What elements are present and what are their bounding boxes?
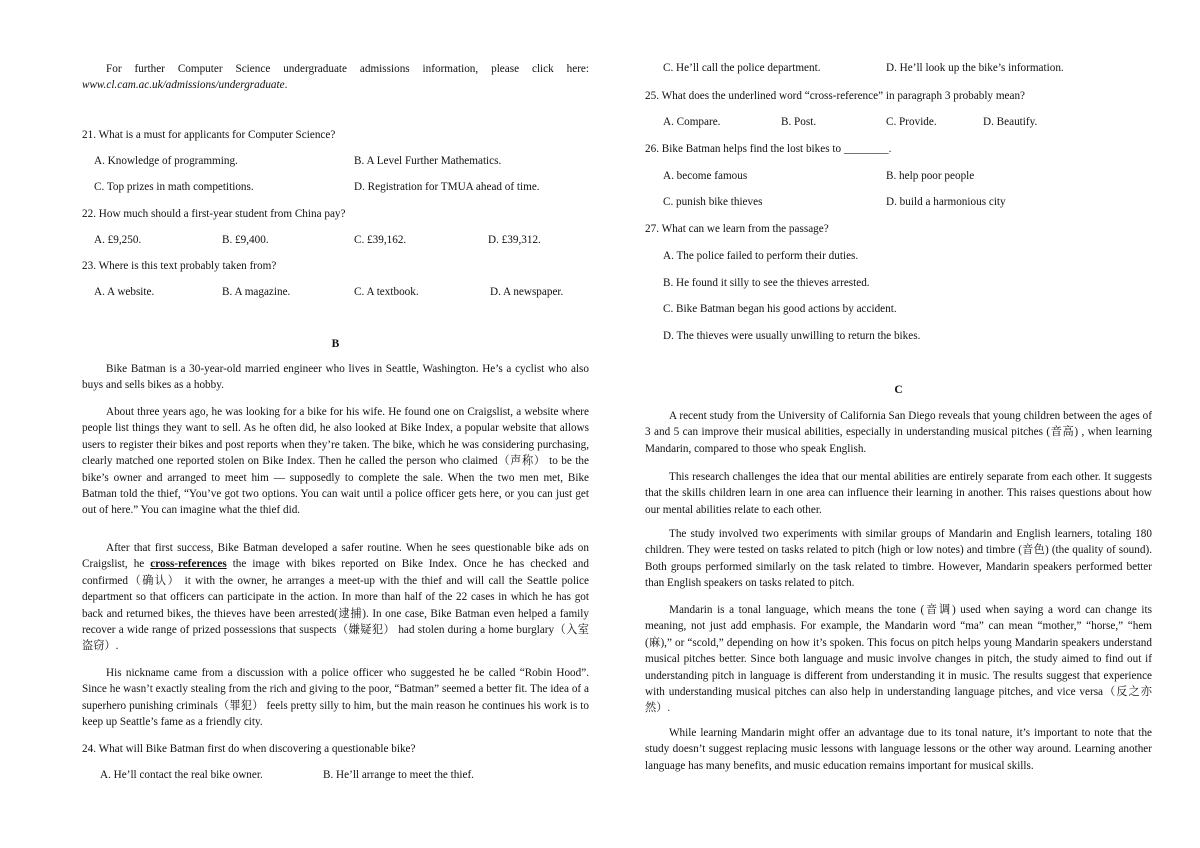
q21-option-d: D. Registration for TMUA ahead of time. — [354, 181, 540, 193]
q24-option-d: D. He’ll look up the bike’s information. — [886, 62, 1064, 74]
passage-b-paragraph-2: About three years ago, he was looking for a bike for his wife. He found one on Craigslist, a website where people list things they want to sell. As he often did, he also looked at Bike Index, a popular website that allows users to register their bikes and post reports when they’re taken. The bike, which he was considering purchasing, clearly matched one reported stolen on Bike Index. Then he called the person who claimed（声称） to be the bike’s owner and arranged to meet him — supposedly to complete the sale. When the two men met, Bike Batman told the thief, “You’ve got two options. You can wait until a police officer gets here, or you can just get out of here.” You can imagine what the thief did. — [82, 406, 589, 517]
intro-text: For further Computer Science undergraduate admissions information, please click here: — [106, 63, 589, 75]
passage-b-paragraph-4: His nickname came from a discussion with a police officer who suggested he be called “Robin Hood”. Since he wasn’t exactly stealing from the rich and giving to the poor, “Batman” seemed a better fit. The idea of a superhero punishing criminals（罪犯） feels pretty silly to him, but the main reason he continues his work is to keep up Seattle’s fame as a friendly city. — [82, 667, 589, 729]
q26-option-c: C. punish bike thieves — [663, 196, 763, 208]
q23-option-b: B. A magazine. — [222, 286, 291, 298]
q21-option-c: C. Top prizes in math competitions. — [94, 181, 254, 193]
passage-c-paragraph-5: While learning Mandarin might offer an advantage due to its tonal nature, it’s important to note that the study doesn’t suggest replacing music lessons with language lessons or the other way around. Learning another language has many benefits, and music education remains important for musical skills. — [645, 727, 1152, 772]
question-26: 26. Bike Batman helps find the lost bikes to ________. — [645, 143, 892, 155]
q27-option-c: C. Bike Batman began his good actions by accident. — [663, 303, 897, 315]
paragraph-3-rest: the image with bikes reported on Bike Index. Once he has checked and confirmed（确认） it with the owner, he arranges a meet-up with the thief and will call the Seattle police department so that officers can participate in the action. In more than half of the 22 cases in which he has got back and returned bikes, the thieves have been arrested(逮捕). In one case, Bike Batman even helped a family recover a wide range of prized possessions that suspects（嫌疑犯） had stolen during a home burglary（入室盗窃）. — [82, 558, 589, 653]
passage-c-paragraph-1: A recent study from the University of California San Diego reveals that young children between the ages of 3 and 5 can improve their musical abilities, especially in understanding musical pitches (音高) , when learning Mandarin, compared to those who speak English. — [645, 410, 1152, 455]
passage-c-paragraph-3: The study involved two experiments with similar groups of Mandarin and English learners, totaling 180 children. They were tested on tasks related to pitch (high or low notes) and timbre (音色) (the quality of sound). Both groups performed similarly on the task related to timbre. However, Mandarin speakers performed better than English speakers on tasks related to pitch. — [645, 528, 1152, 590]
question-25: 25. What does the underlined word “cross-reference” in paragraph 3 probably mean? — [645, 90, 1026, 102]
q21-option-b: B. A Level Further Mathematics. — [354, 155, 502, 167]
question-23: 23. Where is this text probably taken from? — [82, 260, 277, 272]
passage-c-paragraph-2: This research challenges the idea that our mental abilities are entirely separate from each other. It suggests that the skills children learn in one area can influence their learning in another. This raises questions about how our mental abilities relate to each other. — [645, 471, 1152, 516]
q23-option-d: D. A newspaper. — [490, 286, 564, 298]
q24-option-b: B. He’ll arrange to meet the thief. — [323, 769, 474, 781]
intro-paragraph — [82, 61, 589, 94]
passage-b-paragraph-1: Bike Batman is a 30-year-old married engineer who lives in Seattle, Washington. He’s a cyclist who also buys and sells bikes as a hobby. — [82, 363, 589, 392]
question-21: 21. What is a must for applicants for Computer Science? — [82, 129, 336, 141]
q25-option-b: B. Post. — [781, 116, 817, 128]
q26-option-a: A. become famous — [663, 170, 748, 182]
paragraph-3-start: After that first success, Bike Batman developed a safer routine. When he sees questionable bike ads on Craigslist, he — [82, 542, 589, 571]
q27-option-a: A. The police failed to perform their duties. — [663, 250, 859, 262]
q25-option-c: C. Provide. — [886, 116, 937, 128]
q22-option-a: A. £9,250. — [94, 234, 142, 246]
q26-option-d: D. build a harmonious city — [886, 196, 1006, 208]
intro-url-period: . — [284, 79, 288, 92]
q27-option-d: D. The thieves were usually unwilling to return the bikes. — [663, 330, 921, 342]
q24-option-c: C. He’ll call the police department. — [663, 62, 821, 74]
q21-option-a: A. Knowledge of programming. — [94, 155, 238, 167]
q24-option-a: A. He’ll contact the real bike owner. — [100, 769, 263, 781]
question-22: 22. How much should a first-year student from China pay? — [82, 208, 346, 220]
passage-b-paragraph-3 — [82, 540, 589, 655]
q23-option-c: C. A textbook. — [354, 286, 419, 298]
q25-option-a: A. Compare. — [663, 116, 721, 128]
q23-option-a: A. A website. — [94, 286, 155, 298]
q25-option-d: D. Beautify. — [983, 116, 1038, 128]
question-24: 24. What will Bike Batman first do when discovering a questionable bike? — [82, 743, 416, 755]
underlined-word: cross-references — [150, 558, 227, 571]
q22-option-b: B. £9,400. — [222, 234, 269, 246]
passage-c-paragraph-4: Mandarin is a tonal language, which means the tone (音调) used when saying a word can change its meaning, not just add emphasis. For example, the Mandarin word “ma” can mean “mother,” “horse,” “hem (麻),” or “scold,” depending on how it’s spoken. This focus on pitch helps young Mandarin speakers understand musical pitches better. Since both language and music involve changes in pitch, the study aimed to find out if understanding pitch in language is different from understanding it in music. The results suggest that experience with understanding musical pitches can also help in understanding language pitches, and vice versa（反之亦然）. — [645, 604, 1152, 715]
q22-option-d: D. £39,312. — [488, 234, 541, 246]
q26-option-b: B. help poor people — [886, 170, 975, 182]
section-b-heading: B — [331, 338, 340, 350]
section-c-heading: C — [894, 384, 903, 396]
q27-option-b: B. He found it silly to see the thieves arrested. — [663, 277, 870, 289]
q22-option-c: C. £39,162. — [354, 234, 407, 246]
admissions-link[interactable]: www.cl.cam.ac.uk/admissions/undergraduate — [82, 79, 285, 92]
question-27: 27. What can we learn from the passage? — [645, 223, 829, 235]
